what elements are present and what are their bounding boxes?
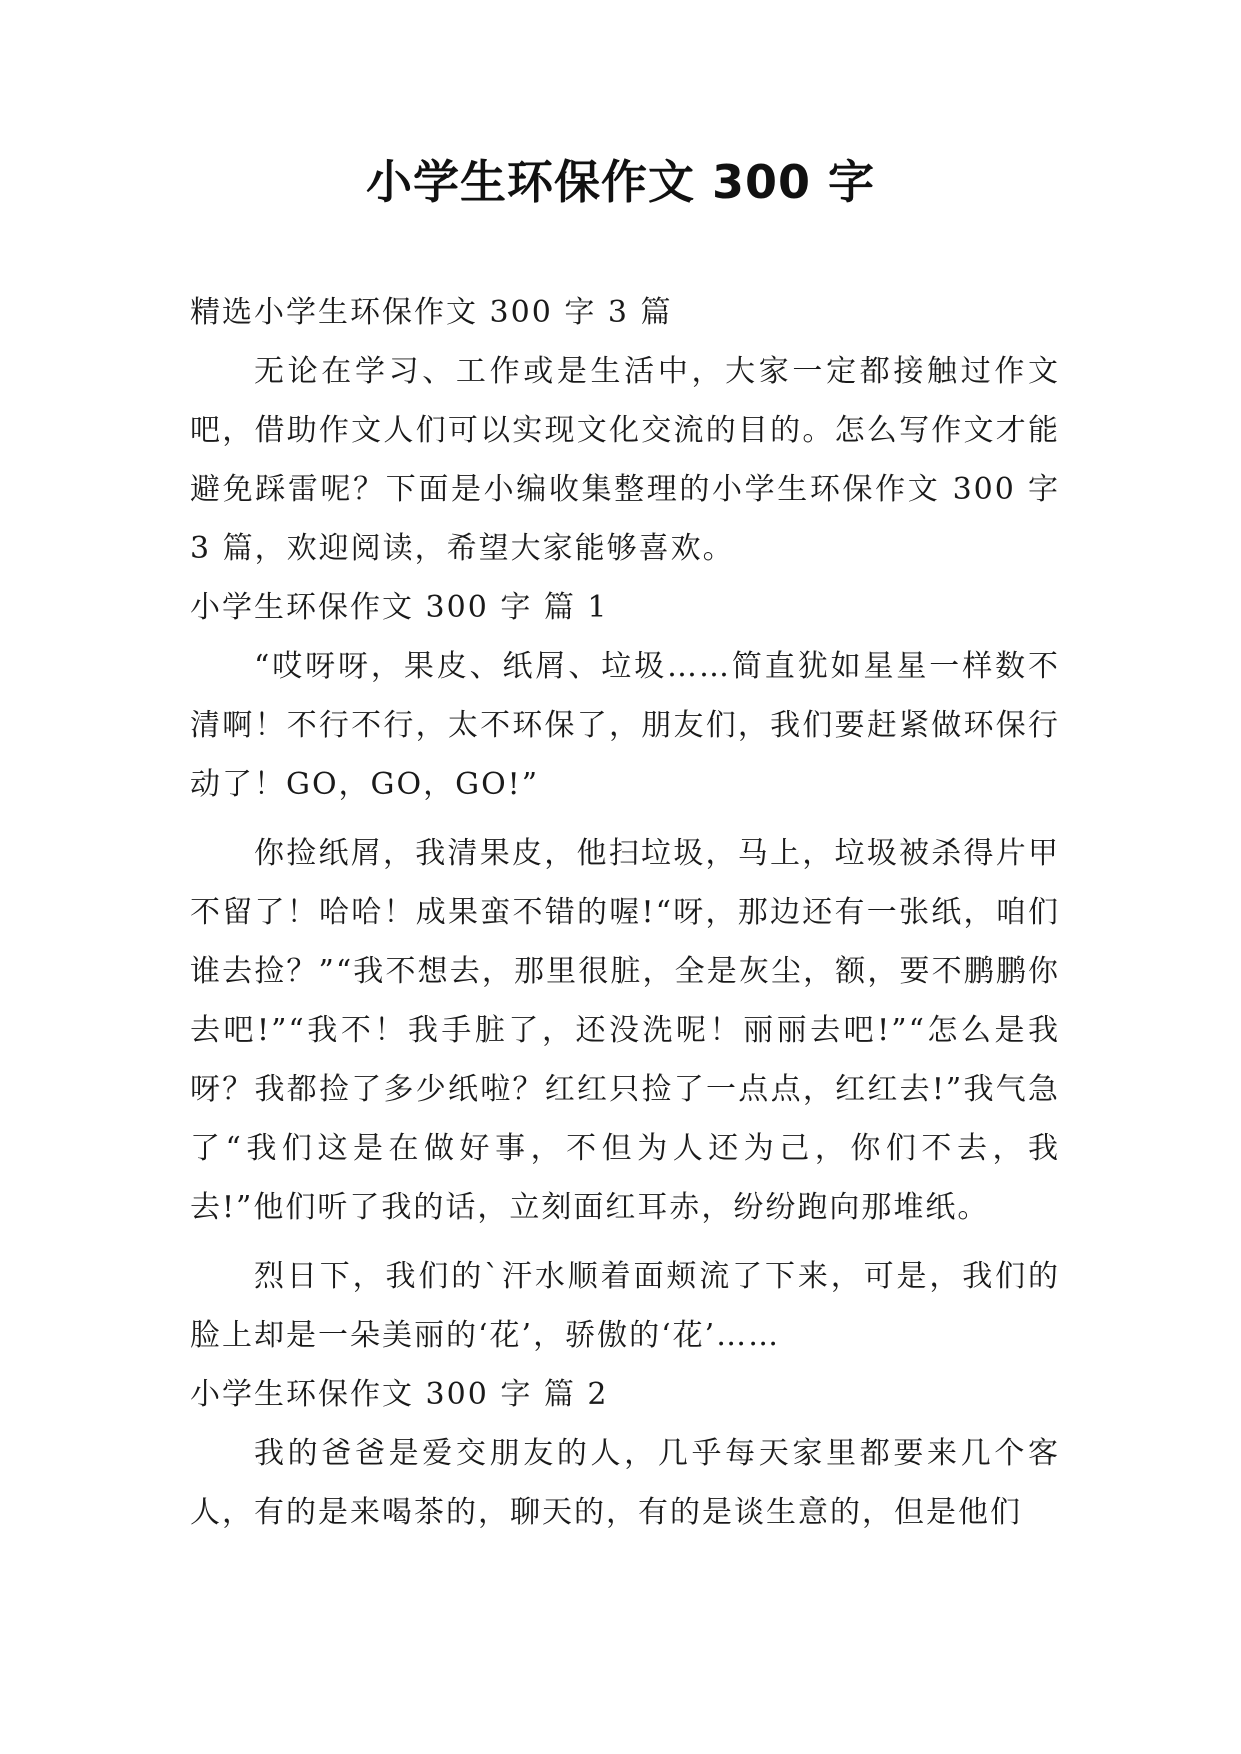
essay-1-paragraph-2: 你捡纸屑，我清果皮，他扫垃圾，马上，垃圾被杀得片甲不留了！哈哈！成果蛮不错的喔!“呀，那边还有一张纸，咱们谁去捡？”“我不想去，那里很脏，全是灰尘，额，要不鹏鹏你去吧!”“我不！我手脏了，还没洗呢！丽丽去吧!”“怎么是我呀？我都捡了多少纸啦？红红只捡了一点点，红红去!”我气急了“我们这是在做好事，不但为人还为己，你们不去，我去!”他们听了我的话，立刻面红耳赤，纷纷跑向那堆纸。: [190, 836, 1060, 1225]
collection-heading: 精选小学生环保作文 300 字 3 篇: [190, 295, 673, 330]
essay-1-paragraph-1: “哎呀呀，果皮、纸屑、垃圾……简直犹如星星一样数不清啊！不行不行，太不环保了，朋友们，我们要赶紧做环保行动了！GO，GO，GO!”: [190, 649, 1060, 802]
essay-2-heading: 小学生环保作文 300 字 篇 2: [190, 1377, 609, 1412]
essay-1-paragraph-3: 烈日下，我们的`汗水顺着面颊流了下来，可是，我们的脸上却是一朵美丽的‘花’，骄傲的‘花’……: [190, 1259, 1060, 1353]
essay-2-paragraph-1: 我的爸爸是爱交朋友的人，几乎每天家里都要来几个客人，有的是来喝茶的，聊天的，有的是谈生意的，但是他们: [190, 1436, 1060, 1530]
document-body: [190, 283, 1060, 1542]
essay-1-heading: 小学生环保作文 300 字 篇 1: [190, 590, 609, 625]
intro-paragraph: 无论在学习、工作或是生活中，大家一定都接触过作文吧，借助作文人们可以实现文化交流的目的。怎么写作文才能避免踩雷呢？下面是小编收集整理的小学生环保作文 300 字 3 篇，欢迎阅读，希望大家能够喜欢。: [190, 354, 1060, 566]
document-title: 小学生环保作文 300 字: [365, 155, 876, 209]
